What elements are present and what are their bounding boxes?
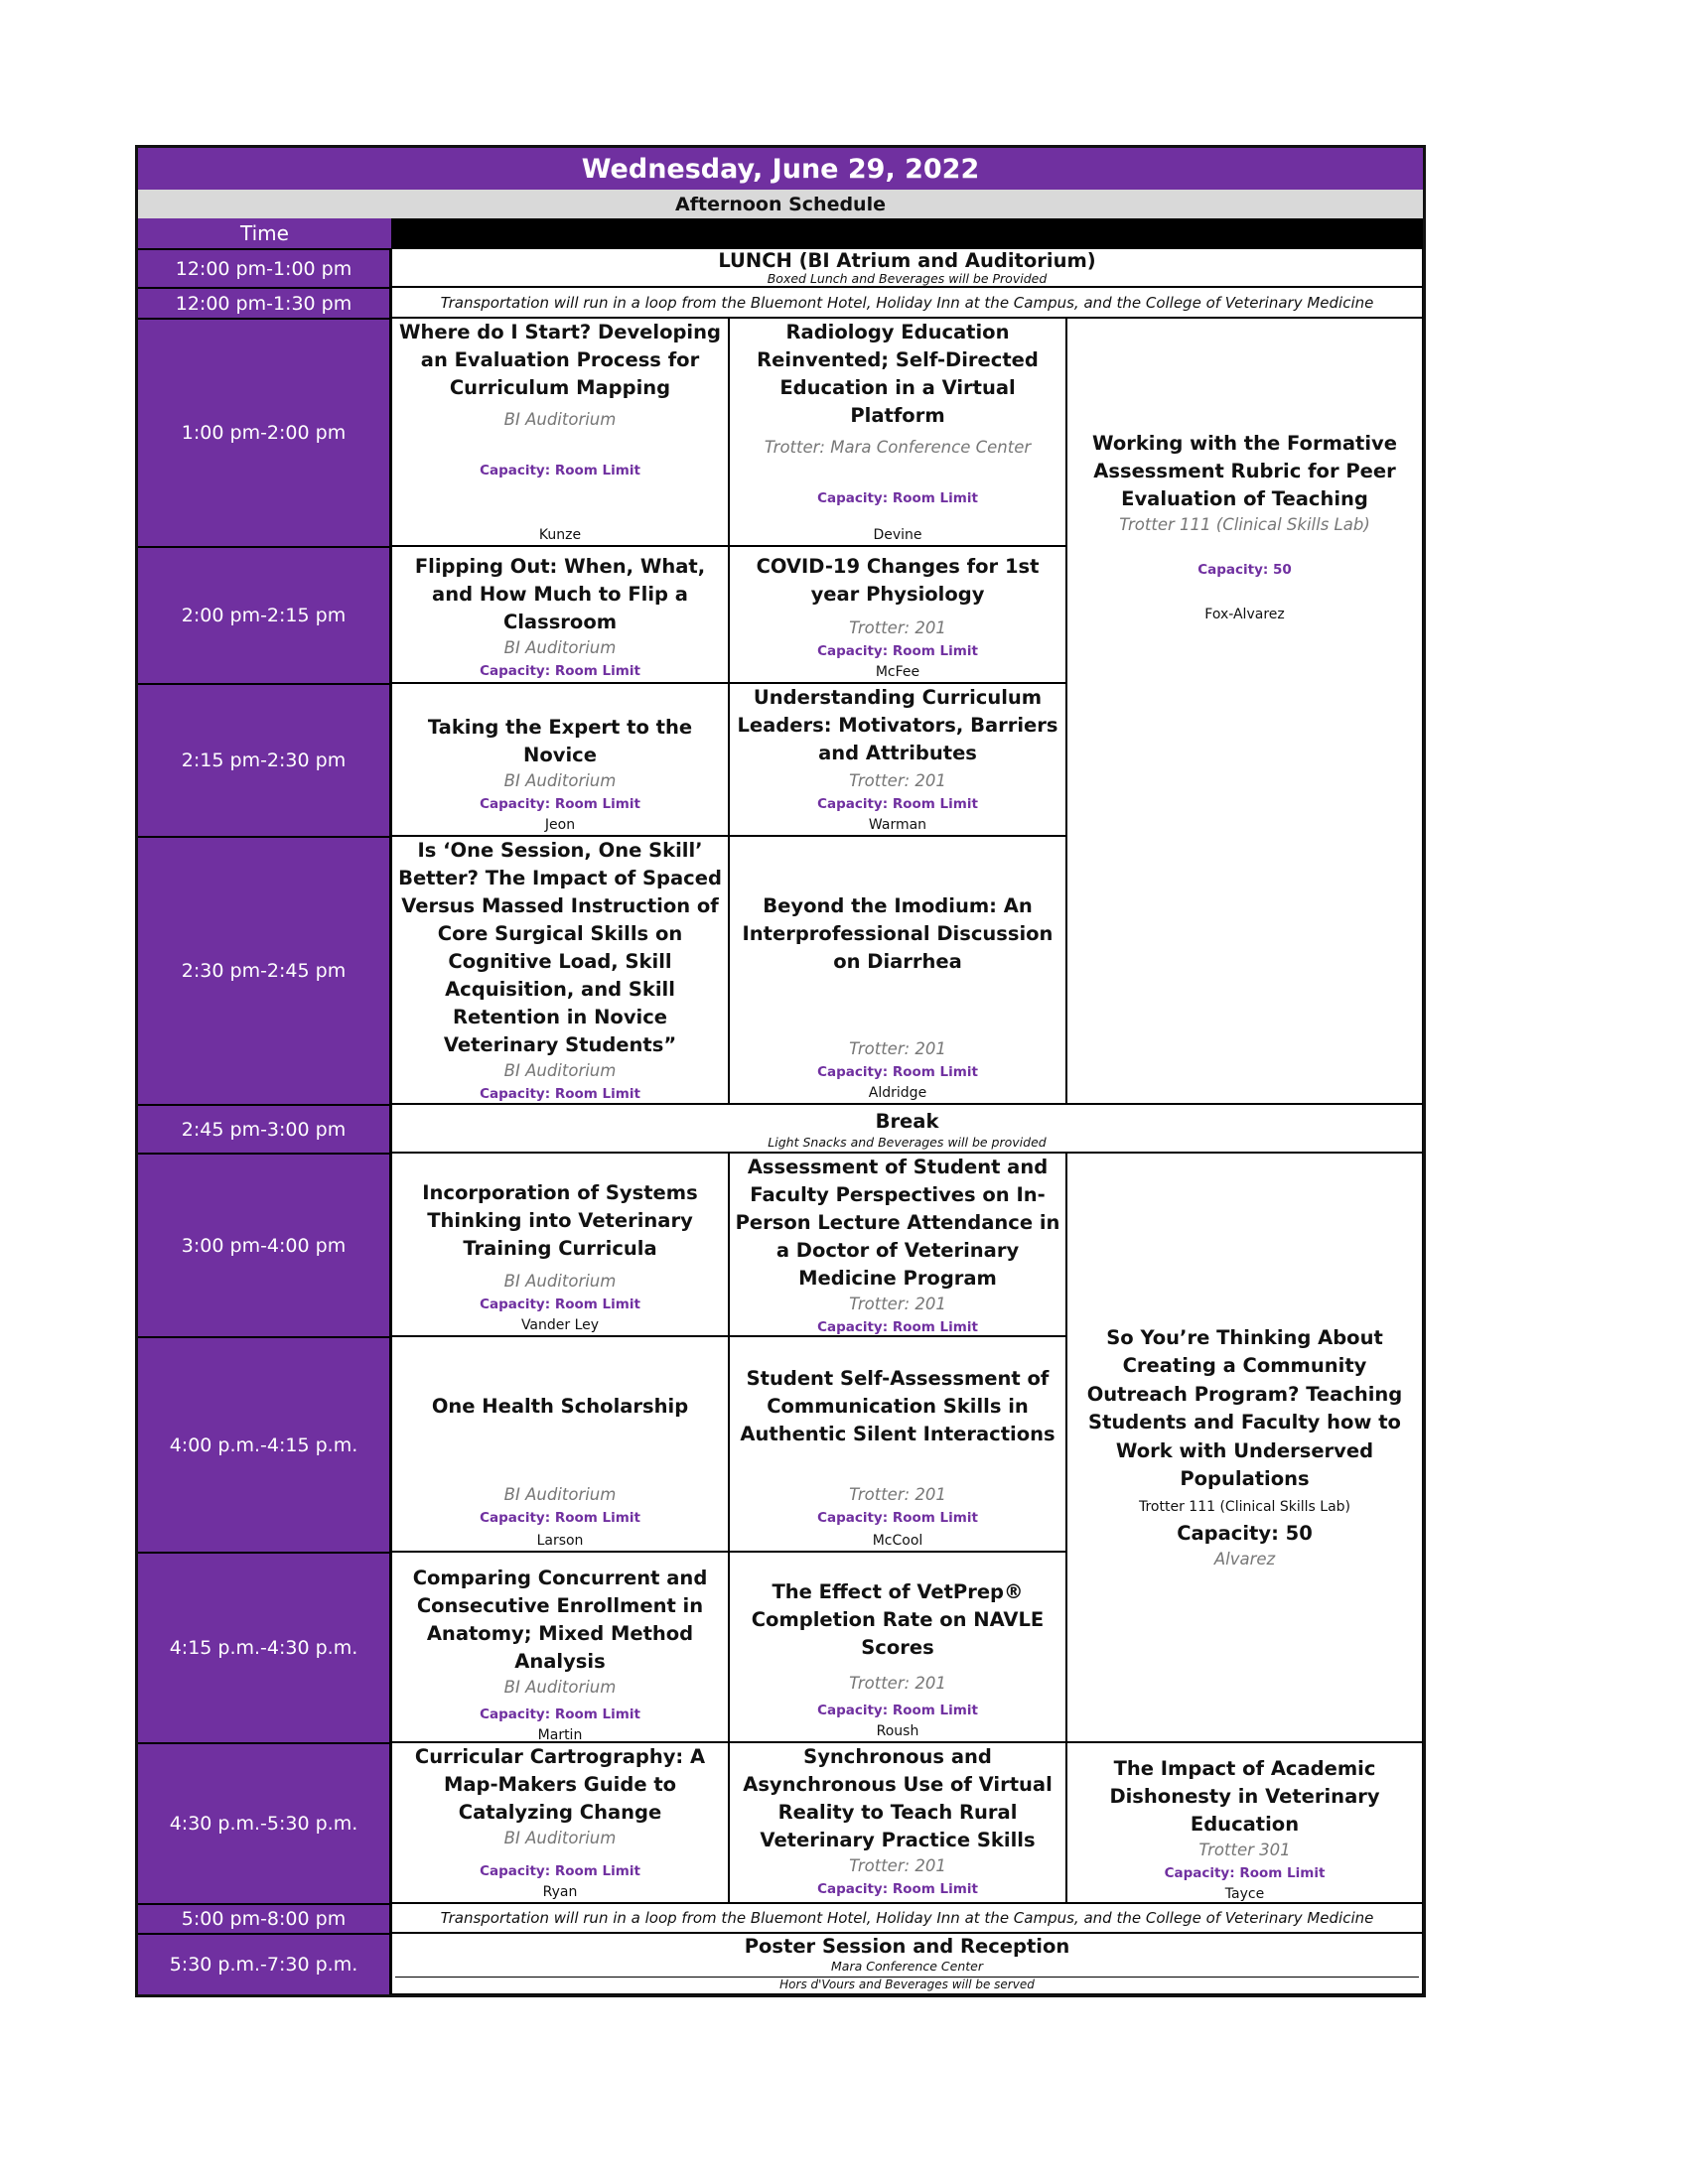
session-card	[391, 318, 729, 546]
session-capacity: Capacity: Room Limit	[817, 1319, 978, 1335]
transport-note	[391, 1903, 1423, 1933]
session-title: Beyond the Imodium: An Interprofessional Discussion on Diarrhea	[742, 894, 1054, 973]
session-title: Flipping Out: When, What, and How Much to Flip a Classroom	[414, 555, 706, 633]
poster-note: Hors d'Vours and Beverages will be served	[779, 1978, 1035, 1991]
time-column-header: Time	[138, 218, 391, 248]
session-location: BI Auditorium	[503, 771, 617, 790]
session-speaker: Tayce	[1224, 1886, 1265, 1902]
lunch-title: LUNCH (BI Atrium and Auditorium)	[718, 248, 1096, 272]
session-card	[391, 546, 729, 683]
session-capacity: Capacity: Room Limit	[1164, 1865, 1326, 1881]
session-card	[391, 1153, 729, 1336]
session-speaker: McFee	[875, 664, 920, 680]
session-capacity: Capacity: Room Limit	[480, 1863, 640, 1879]
session-title: So You’re Thinking About Creating a Community Outreach Program? Teaching Students and Faculty how to Work with Underserved Populations	[1086, 1325, 1403, 1490]
session-capacity: Capacity: Room Limit	[480, 1297, 640, 1312]
session-speaker: Jeon	[544, 817, 576, 833]
session-title: Understanding Curriculum Leaders: Motivators, Barriers and Attributes	[737, 686, 1058, 764]
session-card	[391, 1552, 729, 1742]
time-slot: 12:00 pm-1:00 pm	[138, 248, 391, 287]
session-location: BI Auditorium	[503, 410, 617, 429]
session-speaker: Alvarez	[1213, 1549, 1276, 1569]
schedule-table	[135, 145, 1426, 1997]
session-location: Trotter 111 (Clinical Skills Lab)	[1119, 515, 1370, 534]
session-card	[729, 1153, 1066, 1336]
session-capacity: Capacity: Room Limit	[817, 796, 978, 812]
session-capacity: Capacity: Room Limit	[480, 1086, 640, 1102]
time-slot: 4:00 p.m.-4:15 p.m.	[138, 1336, 391, 1552]
session-speaker: Fox-Alvarez	[1204, 607, 1285, 622]
session-location: Trotter: Mara Conference Center	[764, 438, 1032, 457]
session-speaker: Larson	[536, 1533, 584, 1549]
transport-text: Transportation will run in a loop from the Bluemont Hotel, Holiday Inn at the Campus, and the College of Veterinary Medicine	[440, 293, 1374, 312]
time-slot: 4:15 p.m.-4:30 p.m.	[138, 1552, 391, 1742]
session-capacity: Capacity: Room Limit	[817, 1064, 978, 1080]
break-block	[391, 1104, 1423, 1153]
session-capacity: Capacity: 50	[1197, 562, 1292, 578]
session-title: Working with the Formative Assessment Rubric for Peer Evaluation of Teaching	[1092, 432, 1397, 510]
session-speaker: Warman	[868, 817, 927, 833]
time-slot: 2:45 pm-3:00 pm	[138, 1104, 391, 1153]
time-slot: 3:00 pm-4:00 pm	[138, 1153, 391, 1336]
poster-location: Mara Conference Center	[831, 1959, 983, 1974]
session-title: Student Self-Assessment of Communication Skills in Authentic Silent Interactions	[740, 1367, 1055, 1445]
session-speaker: Vander Ley	[520, 1317, 600, 1333]
lunch-block	[391, 248, 1423, 287]
time-slot: 5:30 p.m.-7:30 p.m.	[138, 1933, 391, 1994]
session-title: The Impact of Academic Dishonesty in Veterinary Education	[1109, 1757, 1380, 1836]
session-title: Assessment of Student and Faculty Perspectives on In-Person Lecture Attendance in a Doctor of Veterinary Medicine Program	[735, 1156, 1060, 1290]
session-card	[391, 1742, 729, 1903]
session-location: BI Auditorium	[503, 1272, 617, 1291]
time-slot: 1:00 pm-2:00 pm	[138, 318, 391, 546]
session-location: BI Auditorium	[503, 1061, 617, 1080]
session-capacity: Capacity: Room Limit	[480, 663, 640, 679]
session-title: Is ‘One Session, One Skill’ Better? The Impact of Spaced Versus Massed Instruction of Core Surgical Skills on Cognitive Load, Skill Acquisition, and Skill Retention in Novice Veterinary Students”	[398, 839, 722, 1056]
session-card	[729, 318, 1066, 546]
session-card	[1066, 318, 1423, 1104]
session-card	[729, 683, 1066, 836]
session-capacity: Capacity: Room Limit	[817, 1881, 978, 1897]
session-card	[729, 1336, 1066, 1552]
time-slot: 2:15 pm-2:30 pm	[138, 683, 391, 836]
poster-title: Poster Session and Reception	[744, 1935, 1070, 1958]
session-title: Curricular Cartrography: A Map-Makers Guide to Catalyzing Change	[414, 1745, 706, 1824]
session-speaker: Kunze	[538, 527, 582, 543]
session-capacity: Capacity: Room Limit	[817, 643, 978, 659]
session-location: Trotter: 201	[849, 1295, 946, 1313]
time-slot: 2:30 pm-2:45 pm	[138, 836, 391, 1104]
session-location: BI Auditorium	[503, 638, 617, 657]
session-card	[391, 1336, 729, 1552]
session-speaker: Aldridge	[868, 1085, 927, 1101]
session-card	[729, 1552, 1066, 1742]
session-capacity: Capacity: 50	[1177, 1521, 1313, 1545]
session-title: Radiology Education Reinvented; Self-Directed Education in a Virtual Platform	[757, 321, 1039, 427]
header-divider-bar	[391, 218, 1423, 248]
session-location: Trotter: 201	[849, 1856, 946, 1875]
break-note: Light Snacks and Beverages will be provided	[768, 1134, 1047, 1150]
session-location: BI Auditorium	[503, 1829, 617, 1847]
session-location: Trotter 301	[1198, 1841, 1291, 1859]
session-location: Trotter: 201	[849, 1485, 946, 1504]
session-location: Trotter: 201	[849, 771, 946, 790]
session-speaker: Roush	[876, 1723, 919, 1739]
lunch-note: Boxed Lunch and Beverages will be Provided	[767, 270, 1048, 286]
session-capacity: Capacity: Room Limit	[817, 1703, 978, 1718]
session-capacity: Capacity: Room Limit	[817, 1510, 978, 1526]
session-speaker: Devine	[873, 527, 922, 543]
session-location: Trotter: 201	[849, 1039, 946, 1058]
session-capacity: Capacity: Room Limit	[480, 796, 640, 812]
session-location: BI Auditorium	[503, 1485, 617, 1504]
session-location: Trotter: 201	[849, 1674, 946, 1693]
session-title: Taking the Expert to the Novice	[427, 716, 693, 766]
session-card	[729, 1742, 1066, 1903]
session-title: Synchronous and Asynchronous Use of Virtual Reality to Teach Rural Veterinary Practice Skills	[743, 1745, 1053, 1851]
session-card	[391, 836, 729, 1104]
session-capacity: Capacity: Room Limit	[480, 1706, 640, 1722]
session-title: Incorporation of Systems Thinking into Veterinary Training Curricula	[422, 1181, 698, 1260]
session-card	[729, 836, 1066, 1104]
session-location: BI Auditorium	[503, 1678, 617, 1697]
session-title: One Health Scholarship	[431, 1395, 689, 1418]
session-capacity: Capacity: Room Limit	[480, 463, 640, 478]
session-title: Where do I Start? Developing an Evaluation Process for Curriculum Mapping	[399, 321, 721, 399]
time-slot: 12:00 pm-1:30 pm	[138, 287, 391, 318]
session-title: COVID-19 Changes for 1st year Physiology	[756, 555, 1040, 606]
session-capacity: Capacity: Room Limit	[480, 1510, 640, 1526]
session-card	[1066, 1153, 1423, 1742]
session-location: Trotter 111 (Clinical Skills Lab)	[1138, 1498, 1350, 1515]
session-title: The Effect of VetPrep® Completion Rate on NAVLE Scores	[751, 1580, 1045, 1659]
time-slot: 2:00 pm-2:15 pm	[138, 546, 391, 683]
time-slot: 5:00 pm-8:00 pm	[138, 1903, 391, 1933]
day-title: Wednesday, June 29, 2022	[138, 148, 1423, 190]
session-capacity: Capacity: Room Limit	[817, 490, 978, 506]
session-speaker: McCool	[872, 1533, 923, 1549]
session-card	[1066, 1742, 1423, 1903]
break-title: Break	[875, 1109, 939, 1133]
transport-note	[391, 287, 1423, 318]
schedule-subtitle: Afternoon Schedule	[138, 190, 1423, 218]
time-slot: 4:30 p.m.-5:30 p.m.	[138, 1742, 391, 1903]
session-card	[391, 683, 729, 836]
session-location: Trotter: 201	[849, 618, 946, 637]
session-speaker: Ryan	[542, 1884, 578, 1900]
session-title: Comparing Concurrent and Consecutive Enrollment in Anatomy; Mixed Method Analysis	[412, 1567, 708, 1673]
session-card	[729, 546, 1066, 683]
poster-block	[391, 1933, 1423, 1994]
session-speaker: Martin	[537, 1727, 583, 1742]
transport-text: Transportation will run in a loop from the Bluemont Hotel, Holiday Inn at the Campus, and the College of Veterinary Medicine	[440, 1909, 1374, 1927]
